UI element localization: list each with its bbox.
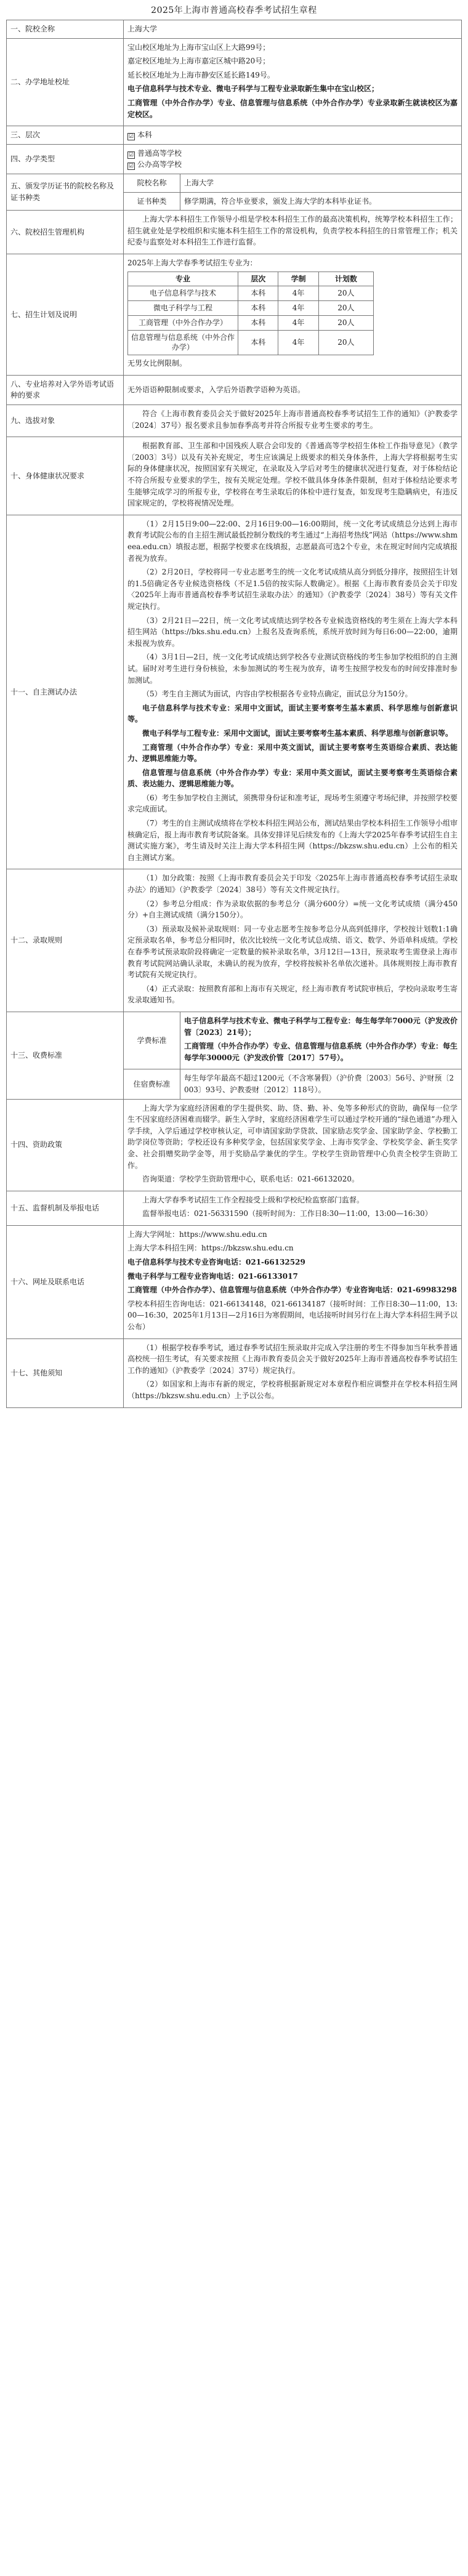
row-label: 一、院校全称 <box>7 20 124 39</box>
row-admission <box>7 869 462 1012</box>
plan-cell: 本科 <box>238 286 278 301</box>
row-school-type <box>7 144 462 174</box>
plan-cell: 4年 <box>278 301 318 316</box>
row-label: 十三、收费标准 <box>7 1012 124 1099</box>
test-item: 电子信息科学与技术专业：采用中文面试，面试主要考察考生基本素质、科学思维与创新意识等。 <box>127 703 458 724</box>
address-line: 电子信息科学与技术专业、微电子科学与工程专业录取新生集中在宝山校区； <box>127 84 379 94</box>
plan-cell: 20人 <box>318 315 373 330</box>
plan-cell: 工商管理（中外合作办学） <box>128 315 238 330</box>
row-notes <box>7 1338 462 1407</box>
test-item: （5）考生自主测试为面试，内容由学校根据各专业特点确定，面试总分为150分。 <box>142 690 413 699</box>
test-cell <box>124 515 462 869</box>
row-school-name <box>7 20 462 39</box>
test-item: （4）3月1日—2日，统一文化考试成绩达到学校各专业测试资格线的考生参加学校组织的自主测试。届时对考生进行身份核验，未参加测试的考生视为放弃，请考生按照学校发布的时间安排准时参加测试。 <box>127 653 458 685</box>
row-label: 九、选拔对象 <box>7 405 124 437</box>
certificate-school-value: 上海大学 <box>180 174 462 192</box>
page <box>6 0 462 1408</box>
admission-item: （2）参考总分组成：作为录取依据的参考总分（满分600分）=统一文化考试成绩（满分450分）+自主测试成绩（满分150分）。 <box>127 899 458 920</box>
sub-label: 院校名称 <box>124 174 180 192</box>
row-label: 十、身体健康状况要求 <box>7 437 124 515</box>
row-certificate <box>7 174 462 192</box>
supervision-cell <box>124 1191 462 1225</box>
plan-cell: 微电子科学与工程 <box>128 301 238 316</box>
plan-head-cell: 层次 <box>238 272 278 286</box>
plan-cell <box>124 254 462 375</box>
row-health <box>7 437 462 515</box>
plan-cell: 电子信息科学与技术 <box>128 286 238 301</box>
address-cell <box>124 38 462 126</box>
row-target <box>7 405 462 437</box>
address-line: 工商管理（中外合作办学）专业、信息管理与信息系统（中外合作办学）专业录取新生就读校区为嘉定校区。 <box>127 98 458 119</box>
health-text: 根据教育部、卫生部和中国残疾人联合会印发的《普通高等学校招生体检工作指导意见》（教学〔2003〕3号）以及有关补充规定，考生应该满足上级要求的相关身体条件，上海大学将根据考生实际的身体健康状况，按照国家有关规定，在录取及入学后对考生的健康状况进行复查，对于体检结论不符合所报专业要求的学生，按有关规定处理。学校不做具体身体条件限制，但对于体检结论要求考生能够完成学习的所报专业，学校将在考生录取后的体检中进行复查，如发现考生隐瞒病史，有违反国家规定的，学校将视情况处理。 <box>127 441 458 508</box>
row-label: 三、层次 <box>7 126 124 145</box>
supervision-text: 上海大学春季考试招生工作全程接受上级和学校纪检监察部门监督。 <box>142 1195 365 1204</box>
row-label: 十七、其他须知 <box>7 1338 124 1407</box>
row-label: 十六、网址及联系电话 <box>7 1225 124 1338</box>
sub-label: 学费标准 <box>124 1012 180 1069</box>
plan-cell: 20人 <box>318 301 373 316</box>
checkbox-icon: ☑ <box>128 151 134 158</box>
row-label: 五、颁发学历证书的院校名称及证书种类 <box>7 174 124 210</box>
plan-head-cell: 专业 <box>128 272 238 286</box>
contact-line: 学校本科招生咨询电话：021-66134148，021-66134187（接听时间：工作日8:30—11:00，13:00—16:30，2025年1月13日—2月16日为寒假期间，电话接听时间另行在上海大学本科招生网予以公布） <box>127 1299 458 1332</box>
row-language <box>7 375 462 405</box>
table-row <box>128 330 374 355</box>
row-label: 七、招生计划及说明 <box>7 254 124 375</box>
plan-head-cell: 计划数 <box>318 272 373 286</box>
row-level <box>7 126 462 145</box>
admission-item: （1）加分政策：按照《上海市教育委员会关于印发〈2025年上海市普通高校春季考试招生录取办法〉的通知》（沪教委学〔2024〕38号）等有关文件规定执行。 <box>127 874 458 895</box>
supervision-phone: 监督举报电话：021-56331590（接听时间为：工作日8:30—11:00，13:00—16:30） <box>142 1209 432 1218</box>
notes-item: （2）如国家和上海市有新的规定，学校将根据新规定对本章程作相应调整并在学校本科招生网（https://bkzsw.shu.edu.cn）上予以公布。 <box>127 1380 458 1400</box>
admission-item: （4）正式录取：按照教育部和上海市有关规定，经上海市教育考试院审核后，学校向录取考生寄发录取通知书。 <box>127 984 458 1005</box>
tuition-line: 电子信息科学与技术专业、微电子科学与工程专业：每生每学年7000元（沪发改价管〔2023〕21号）； <box>184 1016 458 1037</box>
contact-line: 工商管理（中外合作办学）、信息管理与信息系统（中外合作办学）专业咨询电话：021-69983298 <box>127 1286 457 1295</box>
plan-header <box>128 272 374 286</box>
plan-cell: 4年 <box>278 286 318 301</box>
table-row <box>128 301 374 316</box>
plan-cell: 本科 <box>238 315 278 330</box>
plan-head-cell: 学制 <box>278 272 318 286</box>
contact-line: 微电子科学与工程专业咨询电话：021-66133017 <box>127 1271 298 1281</box>
admin-text: 上海大学本科招生工作领导小组是学校本科招生工作的最高决策机构，统筹学校本科招生工作；招生就业处是学校组织和实施本科生招生工作的常设机构，负责学校本科招生的日常管理工作；机关纪委与监察处对本科招生工作进行监督。 <box>127 215 458 247</box>
contact-line: 上海大学本科招生网：https://bkzsw.shu.edu.cn <box>127 1244 294 1253</box>
row-plan <box>7 254 462 375</box>
test-item: （6）考生参加学校自主测试，须携带身份证和准考证，现场考生须遵守考场纪律，并按照学校要求完成面试。 <box>127 793 458 814</box>
row-admin <box>7 211 462 254</box>
row-fees <box>7 1012 462 1069</box>
plan-cell: 本科 <box>238 301 278 316</box>
row-label: 八、专业培养对入学外语考试语种的要求 <box>7 375 124 405</box>
row-label: 十四、资助政策 <box>7 1099 124 1191</box>
admission-cell <box>124 869 462 1012</box>
target-text: 符合《上海市教育委员会关于做好2025年上海市普通高校春季考试招生工作的通知》（沪教委学〔2024〕37号）报名要求且参加春季高考并符合所报专业考生要求的考生。 <box>127 409 458 430</box>
test-item: （3）2月21日—22日，统一文化考试成绩达到学校各专业候选资格线的考生须在上海大学本科招生网站（https://bks.shu.edu.cn）上报名及查询系统，系统开放时间为每日6:00—22:00，逾期未报视为放弃。 <box>127 616 458 648</box>
target-cell <box>124 405 462 437</box>
level-value: 本科 <box>137 131 153 140</box>
school-type-option: 普通高等学校 <box>137 148 182 158</box>
plan-cell: 20人 <box>318 330 373 355</box>
health-cell <box>124 437 462 515</box>
plan-note: 无男女比例限制。 <box>127 359 187 368</box>
page-title: 2025年上海市普通高校春季考试招生章程 <box>151 6 317 15</box>
contact-line: 上海大学网址：https://www.shu.edu.cn <box>127 1230 267 1239</box>
address-line: 宝山校区地址为上海市宝山区上大路99号； <box>127 42 270 52</box>
test-item: 微电子科学与工程专业：采用中文面试，面试主要考察考生基本素质、科学思维与创新意识等。 <box>142 728 453 738</box>
row-label: 四、办学类型 <box>7 144 124 174</box>
address-line: 嘉定校区地址为上海市嘉定区城中路20号； <box>127 57 270 66</box>
sub-label: 住宿费标准 <box>124 1069 180 1099</box>
checkbox-icon: ☑ <box>128 163 134 170</box>
tuition-cell <box>180 1012 462 1069</box>
test-item: （7）考生的自主测试成绩将在学校本科招生网站公布，测试结果由学校本科招生工作领导小组审核确定后，报上海市教育考试院备案。具体安排详见后续发布的《上海大学2025年春季考试招生自主测试实施方案》，考生请及时关注上海大学本科招生网（https://bkzsw.shu.edu.cn）上公布的相关自主测试方案。 <box>127 819 458 862</box>
admission-item: （3）预录取及候补录取规则：同一专业志愿考生按参考总分从高到低排序，学校按计划数1:1确定预录取名单，参考总分相同时，依次比较统一文化考试总成绩、语文、数学、外语单科成绩。学校在春季考试预录取阶段将确定一定数量的候补录取名单，3月12日—13日，预录取考生需登录上海市教育考试院网站确认录取，未确认的视为放弃，学校将按候补名单依次递补。具体规则按上海市教育考试院有关规定执行。 <box>127 924 458 980</box>
row-label: 十五、监督机制及举报电话 <box>7 1191 124 1225</box>
row-label: 十二、录取规则 <box>7 869 124 1012</box>
checkbox-icon: ☑ <box>128 134 134 140</box>
row-address <box>7 38 462 126</box>
certificate-type-value: 修学期满，符合毕业要求，颁发上海大学的本科毕业证书。 <box>180 192 462 211</box>
test-item: （2）2月20日，学校将同一专业志愿考生的统一文化考试成绩从高分到低分排序，按照招生计划的1.5倍确定各专业候选资格线（不足1.5倍的按实际人数确定）。根据《上海市教育委员会关于印发〈2025年上海市普通高校春季考试招生录取办法〉的通知》（沪教委学〔2024〕38号）等有关文件规定执行。 <box>127 568 458 611</box>
row-aid <box>7 1099 462 1191</box>
school-name-value: 上海大学 <box>124 20 462 39</box>
school-type-option: 公办高等学校 <box>137 160 182 169</box>
contact-line: 电子信息科学与技术专业咨询电话：021-66132529 <box>127 1258 305 1267</box>
language-value: 无外语语种限制或要求，入学后外语教学语种为英语。 <box>124 375 462 405</box>
row-label: 二、办学地址校址 <box>7 38 124 126</box>
plan-caption: 2025年上海大学春季考试招生专业为： <box>127 258 257 267</box>
plan-cell: 信息管理与信息系统（中外合作办学） <box>128 330 238 355</box>
test-item: 信息管理与信息系统（中外合作办学）专业：采用中英文面试，面试主要考察考生英语综合素质、表达能力、逻辑思维能力等。 <box>127 768 458 789</box>
plan-cell: 4年 <box>278 315 318 330</box>
row-contact <box>7 1225 462 1338</box>
aid-text: 上海大学为家庭经济困难的学生提供奖、助、贷、勤、补、免等多种形式的资助，确保每一位学生不因家庭经济困难而辍学。新生入学时，家庭经济困难学生可以通过学校开通的“绿色通道”办理入学手续，入学后通过学校审核认定，可申请国家助学贷款、国家励志奖学金、国家助学金、学校勤工助学岗位等资助；学校还设有多种奖学金，包括国家奖学金、上海市奖学金、学校奖学金、新生奖学金、社会捐赠奖助学金等，用于奖励品学兼优的学生。学校学生资助管理中心负责全校学生资助工作。 <box>127 1103 458 1170</box>
aid-contact: 咨询渠道：学校学生资助管理中心，联系电话：021-66132020。 <box>142 1175 360 1184</box>
contact-cell <box>124 1225 462 1338</box>
row-label: 十一、自主测试办法 <box>7 515 124 869</box>
level-cell <box>124 126 462 145</box>
charter-table <box>6 20 462 1408</box>
dorm-fee-value: 每生每学年最高不超过1200元（不含寒暑假）（沪价费〔2003〕56号、沪财预〔2003〕93号、沪教委财〔2012〕118号）。 <box>180 1069 462 1099</box>
test-item: 工商管理（中外合作办学）专业：采用中英文面试，面试主要考察考生英语综合素质、表达能力、逻辑思维能力等。 <box>127 743 458 763</box>
notes-item: （1）根据学校春季考试，通过春季考试招生预录取并完成入学注册的考生不得参加当年秋季普通高校统一招生考试，有关要求按照《上海市教育委员会关于做好2025年上海市普通高校春季考试招生工作的通知》（沪教委学〔2024〕37号）规定执行。 <box>127 1343 458 1375</box>
notes-cell <box>124 1338 462 1407</box>
tuition-line: 工商管理（中外合作办学）专业、信息管理与信息系统（中外合作办学）专业：每生每学年30000元（沪发改价管〔2017〕57号）。 <box>184 1042 458 1062</box>
table-row <box>128 315 374 330</box>
table-row <box>128 286 374 301</box>
row-supervision <box>7 1191 462 1225</box>
plan-cell: 20人 <box>318 286 373 301</box>
school-type-cell <box>124 144 462 174</box>
row-test <box>7 515 462 869</box>
test-item: （1）2月15日9:00—22:00、2月16日9:00—16:00期间，统一文化考试成绩总分达到上海市教育考试院公布的自主招生测试最低控制分数线的考生通过“上海招考热线”网站（https://www.shmeea.edu.cn）填报志愿，根据学校要求在线填报，志愿最高可选2个专业，未在规定时间内完成填报者视为放弃。 <box>127 519 458 563</box>
plan-table <box>127 272 374 356</box>
address-line: 延长校区地址为上海市静安区延长路149号。 <box>127 70 275 79</box>
plan-cell: 本科 <box>238 330 278 355</box>
row-label: 六、院校招生管理机构 <box>7 211 124 254</box>
sub-label: 证书种类 <box>124 192 180 211</box>
plan-cell: 4年 <box>278 330 318 355</box>
admin-cell <box>124 211 462 254</box>
aid-cell <box>124 1099 462 1191</box>
